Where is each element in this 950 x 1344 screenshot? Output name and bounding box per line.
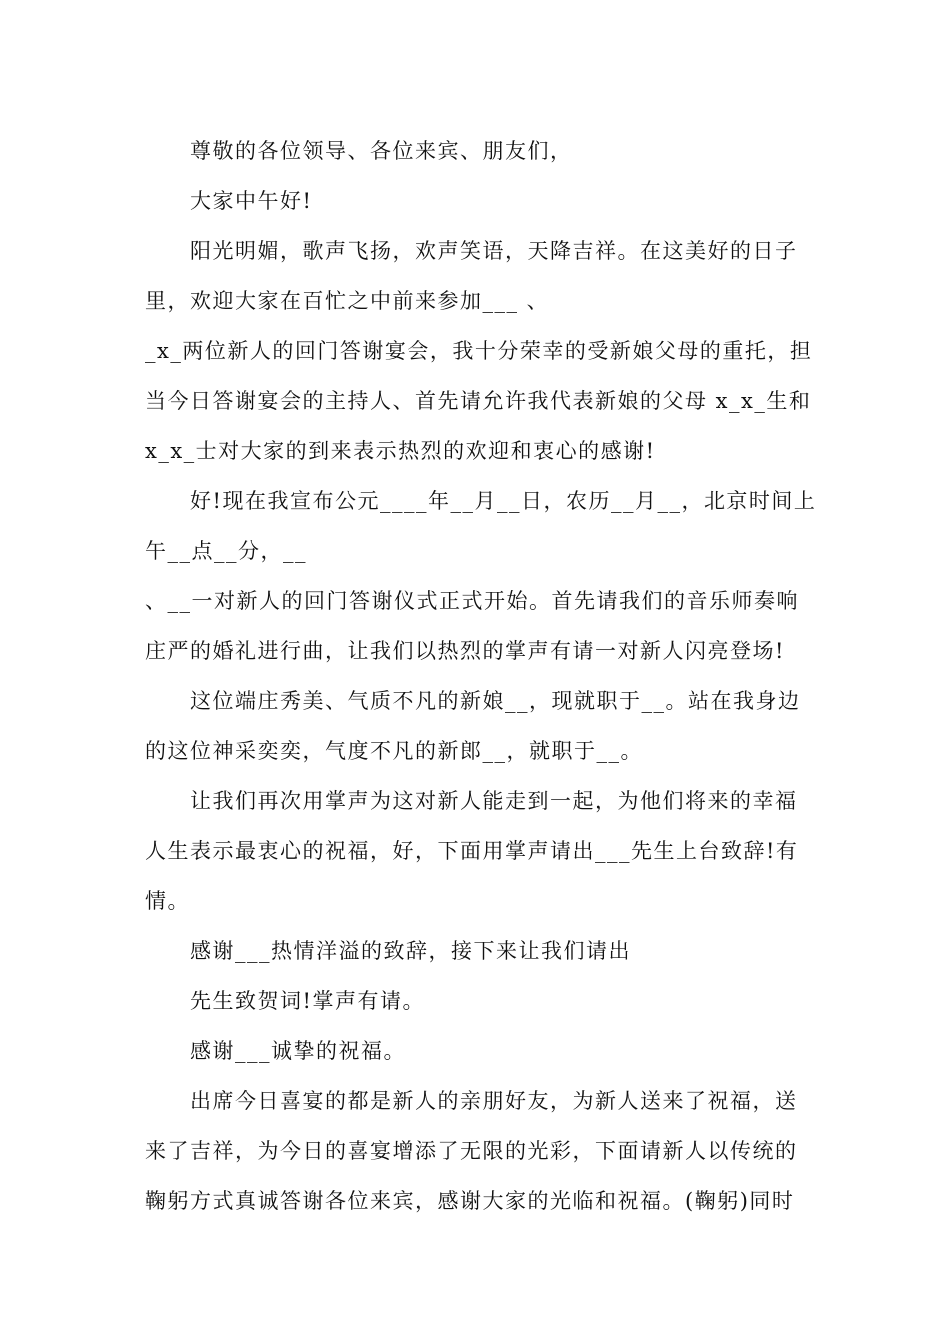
paragraph-line: 先生致贺词!掌声有请。 <box>190 989 425 1013</box>
greeting-line: 大家中午好! <box>190 189 313 213</box>
paragraph-line: 当今日答谢宴会的主持人、首先请允许我代表新娘的父母 x_x_生和 <box>145 389 812 413</box>
paragraph-line: 情。 <box>145 889 190 913</box>
paragraph-line: 阳光明媚，歌声飞扬，欢声笑语，天降吉祥。在这美好的日子 <box>190 239 798 263</box>
salutation-line: 尊敬的各位领导、各位来宾、朋友们， <box>190 139 573 163</box>
paragraph-line: 感谢___诚挚的祝福。 <box>190 1039 406 1063</box>
paragraph-line: 鞠躬方式真诚答谢各位来宾，感谢大家的光临和祝福。(鞠躬)同时 <box>145 1189 795 1213</box>
paragraph-line: x_x_士对大家的到来表示热烈的欢迎和衷心的感谢! <box>145 439 656 463</box>
paragraph-line: 午__点__分，__ <box>145 539 307 563</box>
paragraph-line: 来了吉祥，为今日的喜宴增添了无限的光彩，下面请新人以传统的 <box>145 1139 798 1163</box>
paragraph-line: 里，欢迎大家在百忙之中前来参加___ 、 <box>145 289 550 313</box>
paragraph-line: 这位端庄秀美、气质不凡的新娘__，现就职于__。站在我身边 <box>190 689 801 713</box>
paragraph-line: 感谢___热情洋溢的致辞，接下来让我们请出 <box>190 939 631 963</box>
paragraph-line: 让我们再次用掌声为这对新人能走到一起，为他们将来的幸福 <box>190 789 798 813</box>
paragraph-line: 的这位神采奕奕，气度不凡的新郎__，就职于__。 <box>145 739 643 763</box>
paragraph-line: 庄严的婚礼进行曲，让我们以热烈的掌声有请一对新人闪亮登场! <box>145 639 785 663</box>
paragraph-line: 好!现在我宣布公元____年__月__日，农历__月__，北京时间上 <box>190 489 817 513</box>
paragraph-line: 人生表示最衷心的祝福，好，下面用掌声请出___先生上台致辞!有 <box>145 839 799 863</box>
paragraph-line: _x_两位新人的回门答谢宴会，我十分荣幸的受新娘父母的重托，担 <box>145 339 813 363</box>
paragraph-line: 出席今日喜宴的都是新人的亲朋好友，为新人送来了祝福，送 <box>190 1089 798 1113</box>
paragraph-line: 、__一对新人的回门答谢仪式正式开始。首先请我们的音乐师奏响 <box>145 589 799 613</box>
